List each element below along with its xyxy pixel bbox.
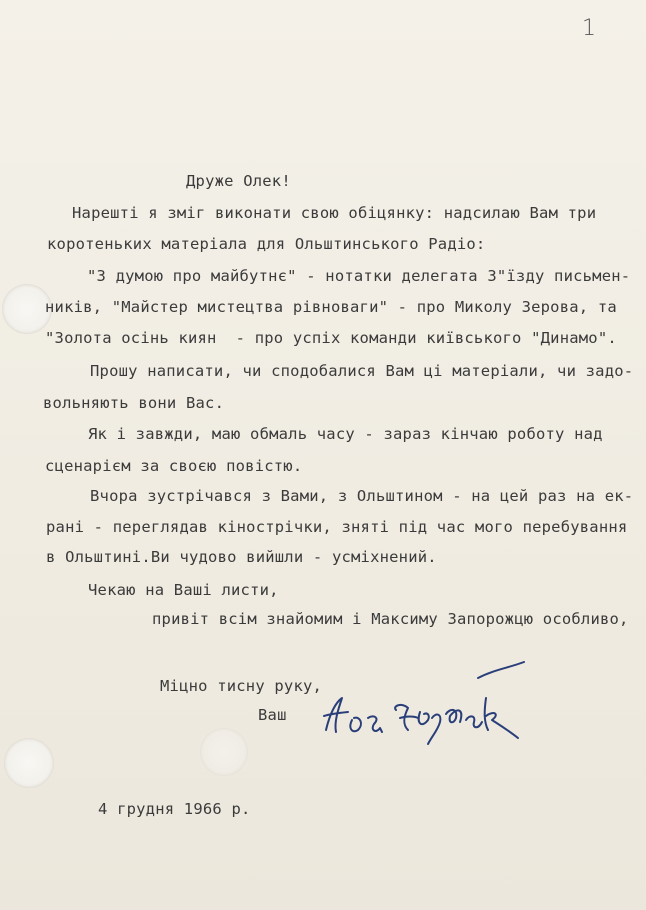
paragraph-1-line-1: Нарешті я зміг виконати свою обіцянку: надсилаю Вам три bbox=[72, 204, 597, 222]
closing-line-3: Міцно тисну руку, bbox=[160, 677, 323, 695]
paragraph-3-line-1: Прошу написати, чи сподобалися Вам ці матеріали, чи задо- bbox=[90, 362, 634, 380]
paragraph-4-line-1: Як і завжди, маю обмаль часу - зараз кінчаю роботу над bbox=[88, 425, 603, 443]
closing-line-2: привіт всім знайомим і Максиму Запорожцю особливо, bbox=[152, 610, 629, 628]
letter-date: 4 грудня 1966 р. bbox=[98, 800, 251, 818]
closing-line-4: Ваш bbox=[258, 706, 287, 724]
punch-hole-middle bbox=[200, 728, 248, 776]
page-number: 1 bbox=[582, 16, 596, 41]
handwritten-signature bbox=[318, 658, 533, 753]
paragraph-5-line-1: Вчора зустрічався з Вами, з Ольштином - на цей раз на ек- bbox=[90, 487, 634, 505]
closing-line-1: Чекаю на Ваші листи, bbox=[88, 581, 279, 599]
paragraph-2-line-2: ників, "Майстер мистецтва рівноваги" - про Миколу Зерова, та bbox=[45, 298, 617, 316]
paragraph-3-line-2: вольняють вони Вас. bbox=[43, 394, 225, 412]
paragraph-5-line-3: в Ольштині.Ви чудово вийшли - усміхнений. bbox=[46, 548, 437, 566]
punch-hole-bottom bbox=[4, 738, 54, 788]
paragraph-1-line-2: коротеньких матеріала для Ольштинського Радіо: bbox=[47, 235, 486, 253]
paragraph-2-line-3: "Золота осінь киян - про успіх команди київського "Динамо". bbox=[45, 329, 617, 347]
salutation: Друже Олек! bbox=[186, 172, 291, 190]
paragraph-4-line-2: сценарієм за своєю повістю. bbox=[45, 457, 303, 475]
paragraph-5-line-2: рані - переглядав кінострічки, зняті під час мого перебування bbox=[46, 518, 628, 536]
paragraph-2-line-1: "З думою про майбутнє" - нотатки делегата З"їзду письмен- bbox=[87, 267, 631, 285]
